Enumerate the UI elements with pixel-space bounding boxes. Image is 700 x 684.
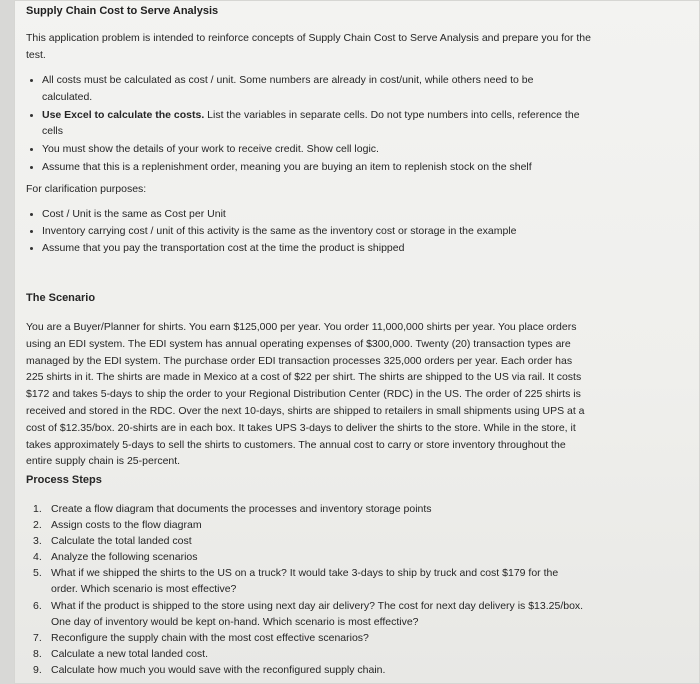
list-item (26, 598, 586, 630)
clarification-heading: For clarification purposes: (26, 183, 147, 195)
step-number: 4. (33, 551, 42, 564)
step-text: Calculate the total landed cost (51, 535, 192, 548)
list-item (26, 533, 586, 549)
list-item (26, 630, 586, 646)
list-item (26, 662, 586, 678)
step-number: 9. (33, 663, 42, 676)
list-item (26, 159, 586, 176)
step-text: Reconfigure the supply chain with the most cost effective scenarios? (51, 631, 369, 644)
list-item (26, 517, 586, 533)
intro-paragraph: This application problem is intended to reinforce concepts of Supply Chain Cost to Serve Analysis and prepare you for the test. (26, 32, 591, 61)
list-item-text: You must show the details of your work to receive credit. Show cell logic. (42, 143, 379, 155)
process-steps-heading: Process Steps (26, 474, 102, 486)
step-number: 5. (33, 567, 42, 580)
list-item-text: Assume that this is a replenishment order, meaning you are buying an item to replenish stock on the shelf (42, 161, 532, 173)
list-item (26, 107, 586, 140)
document-page (14, 0, 700, 684)
list-item (26, 141, 586, 158)
list-item (26, 565, 586, 597)
requirements-list (26, 72, 586, 177)
scenario-paragraph: You are a Buyer/Planner for shirts. You earn $125,000 per year. You order 11,000,000 shirts per year. You place orders using an EDI system. The EDI system has annual operating expenses of $300,000. Twenty (20) transaction types are managed by the EDI system. The purchase order EDI transaction processes 325,000 orders per year. Each order has 225 shirts in it. The shirts are made in Mexico at a cost of $22 per shirt. The shirts are shipped to the US via rail. It costs $172 and takes 5-days to ship the order to your Regional Distribution Center (RDC) in the US. The order of 225 shirts is received and stored in the RDC. Over the next 10-days, shirts are shipped to retailers in small shipments using UPS at a cost of $12.35/box. 20-shirts are in each box. It takes UPS 3-days to deliver the shirts to the store. While in the store, it takes approximately 5-days to sell the shirts to customers. The annual cost to carry or store inventory throughout the entire supply chain is 25-percent. (26, 321, 585, 468)
list-item-bold: Use Excel to calculate the costs. (42, 108, 205, 121)
step-text: Analyze the following scenarios (51, 551, 198, 564)
step-text: Create a flow diagram that documents the processes and inventory storage points (51, 503, 432, 515)
scenario-heading: The Scenario (26, 292, 96, 304)
list-item: Assume that you pay the transportation cost at the time the product is shipped (26, 240, 586, 257)
step-number: 2. (33, 519, 42, 532)
step-number: 1. (33, 503, 42, 515)
step-text: What if we shipped the shirts to the US on a truck? It would take 3-days to ship by truck and cost $179 for the order. Which scenario is most effective? (51, 567, 559, 596)
list-item (26, 501, 586, 517)
step-number: 8. (33, 647, 42, 660)
step-number: 6. (33, 599, 42, 612)
step-text: Calculate a new total landed cost. (51, 647, 209, 660)
step-text: Calculate how much you would save with the reconfigured supply chain. (51, 663, 386, 676)
step-number: 3. (33, 535, 42, 548)
list-item-text: List the variables in separate cells. Do not type numbers into cells, reference the cells (42, 108, 580, 137)
list-item-text: All costs must be calculated as cost / unit. Some numbers are already in cost/unit, while others need to be calculated. (42, 74, 534, 103)
document-title: Supply Chain Cost to Serve Analysis (26, 5, 219, 17)
list-item (26, 646, 586, 662)
step-text: What if the product is shipped to the store using next day air delivery? The cost for next day delivery is $13.25/box. One day of inventory would be kept on-hand. Which scenario is most effective? (51, 599, 584, 628)
list-item (26, 549, 586, 565)
list-item (26, 72, 586, 105)
list-item: Cost / Unit is the same as Cost per Unit (26, 206, 586, 223)
clarifications-list (26, 206, 586, 257)
process-steps-list (26, 501, 586, 678)
step-number: 7. (33, 631, 42, 644)
list-item: Inventory carrying cost / unit of this activity is the same as the inventory cost or storage in the example (26, 223, 586, 240)
step-text: Assign costs to the flow diagram (51, 519, 202, 532)
